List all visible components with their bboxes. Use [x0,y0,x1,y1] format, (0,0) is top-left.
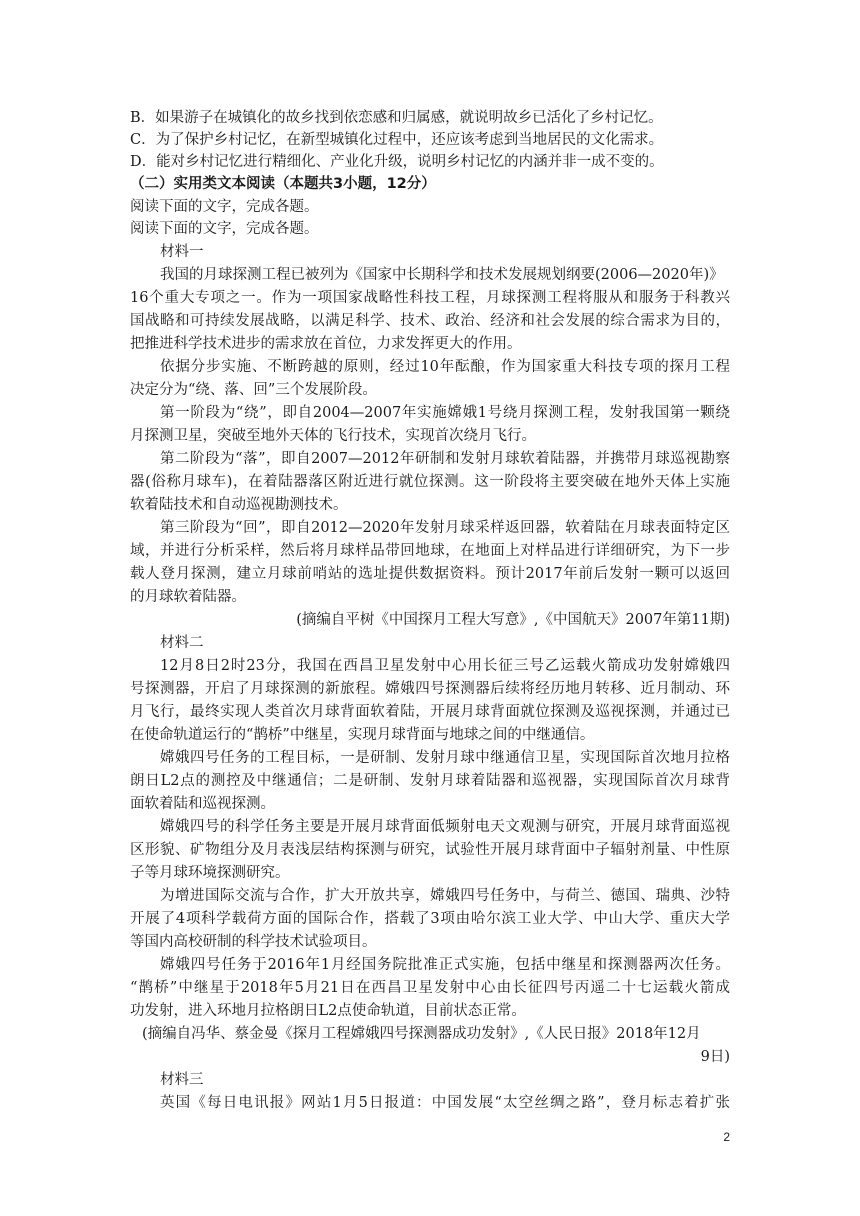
paragraph-line: 英国《每日电讯报》网站1月5日报道：中国发展“太空丝绸之路”，登月标志着扩张 [160,1095,730,1111]
source-citation: (摘编自平树《中国探月工程大写意》,《中国航天》2007年第11期) [296,612,730,628]
paragraph-line: 国战略和可持续发展战略，以满足科学、技术、政治、经济和社会发展的综合需求为目的， [130,313,730,329]
paragraph-line: 功发射，进入环地月拉格朗日L2点使命轨道，目前状态正常。 [130,1003,526,1019]
paragraph-line: 月探测卫星，突破至地外天体的飞行技术，实现首次绕月飞行。 [130,428,536,444]
paragraph-line: 决定分为“绕、落、回”三个发展阶段。 [130,382,377,398]
paragraph-line: 我国的月球探测工程已被列为《国家中长期科学和技术发展规划纲要(2006—2020年)》 [160,267,724,283]
paragraph-line: 16个重大专项之一。作为一项国家战略性科技工程，月球探测工程将服从和服务于科教兴 [130,290,730,306]
paragraph-line: 域，并进行分析采样，然后将月球样品带回地球，在地面上对样品进行详细研究，为下一步 [130,543,730,559]
paragraph-line: 为增进国际交流与合作，扩大开放共享，嫦娥四号任务中，与荷兰、德国、瑞典、沙特 [160,888,730,904]
source-citation: (摘编自冯华、蔡金曼《探月工程嫦娥四号探测器成功发射》,《人民日报》2018年12月 [142,1026,701,1042]
section-heading: （二）实用类文本阅读（本题共3小题，12分） [130,176,436,192]
paragraph-line: 开展了4项科学载荷方面的国际合作，搭载了3项由哈尔滨工业大学、中山大学、重庆大学 [130,911,730,927]
paragraph-line: 区形貌、矿物组分及月表浅层结构探测与研究，试验性开展月球背面中子辐射剂量、中性原 [130,842,730,858]
paragraph-line: 第一阶段为“绕”，即自2004—2007年实施嫦娥1号绕月探测工程，发射我国第一颗绕 [160,405,730,421]
instruction-line: 阅读下面的文字，完成各题。 [130,221,319,237]
paragraph-line: 子等月球环境探测研究。 [130,865,290,881]
paragraph-line: 月飞行，最终实现人类首次月球背面软着陆，开展月球背面就位探测及巡视探测，并通过已 [130,704,730,720]
paragraph-line: 面软着陆和巡视探测。 [130,796,275,812]
paragraph-line: 嫦娥四号的科学任务主要是开展月球背面低频射电天文观测与研究，开展月球背面巡视 [160,819,730,835]
paragraph-line: 12月8日2时23分，我国在西昌卫星发射中心用长征三号乙运载火箭成功发射嫦娥四 [160,658,730,674]
page-number: 2 [723,1130,730,1144]
paragraph-line: 嫦娥四号任务于2016年1月经国务院批准正式实施，包括中继星和探测器两次任务。 [160,957,730,973]
material-label: 材料二 [160,635,204,651]
paragraph-line: 第三阶段为“回”，即自2012—2020年发射月球采样返回器，软着陆在月球表面特定区 [160,520,730,536]
paragraph-line: 第二阶段为“落”，即自2007—2012年研制和发射月球软着陆器，并携带月球巡视勘察 [160,451,730,467]
paragraph-line: “鹊桥”中继星于2018年5月21日在西昌卫星发射中心由长征四号丙遥二十七运载火箭成 [130,980,730,996]
paragraph-line: 等国内高校研制的科学技术试验项目。 [130,934,377,950]
source-citation: 9日) [700,1049,730,1065]
paragraph-line: 依据分步实施、不断跨越的原则，经过10年酝酿，作为国家重大科技专项的探月工程 [160,359,730,375]
option-c: C．为了保护乡村记忆，在新型城镇化过程中，还应该考虑到当地居民的文化需求。 [130,132,664,148]
material-label: 材料三 [160,1072,204,1088]
option-b: B．如果游子在城镇化的故乡找到依恋感和归属感，就说明故乡已活化了乡村记忆。 [130,110,663,126]
paragraph-line: 载人登月探测，建立月球前哨站的选址提供数据资料。预计2017年前后发射一颗可以返回 [130,566,730,582]
instruction-line: 阅读下面的文字，完成各题。 [130,199,319,215]
paragraph-line: 号探测器，开启了月球探测的新旅程。嫦娥四号探测器后续将经历地月转移、近月制动、环 [130,681,730,697]
material-label: 材料一 [160,244,204,260]
option-d: D．能对乡村记忆进行精细化、产业化升级，说明乡村记忆的内涵并非一成不变的。 [130,154,664,170]
paragraph-line: 器(俗称月球车)，在着陆器落区附近进行就位探测。这一阶段将主要突破在地外天体上实施 [130,474,730,490]
paragraph-line: 把推进科学技术进步的需求放在首位，力求发挥更大的作用。 [130,336,522,352]
paragraph-line: 朗日L2点的测控及中继通信；二是研制、发射月球着陆器和巡视器，实现国际首次月球背 [130,773,730,789]
paragraph-line: 软着陆技术和自动巡视勘测技术。 [130,497,348,513]
paragraph-line: 的月球软着陆器。 [130,589,246,605]
paragraph-line: 嫦娥四号任务的工程目标，一是研制、发射月球中继通信卫星，实现国际首次地月拉格 [160,750,730,766]
paragraph-line: 在使命轨道运行的“鹊桥”中继星，实现月球背面与地球之间的中继通信。 [130,727,595,743]
